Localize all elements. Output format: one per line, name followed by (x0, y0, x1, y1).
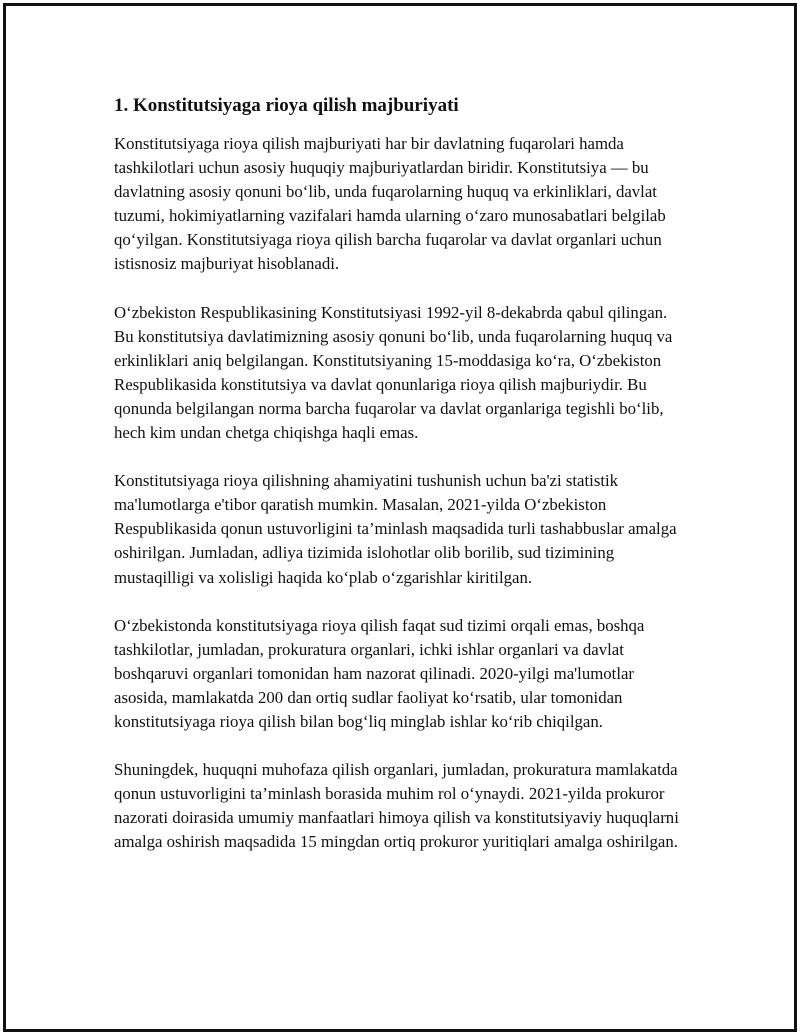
section-heading: 1. Konstitutsiyaga rioya qilish majburiyati (114, 95, 459, 116)
paragraph-oversight-bodies: O‘zbekistonda konstitutsiyaga rioya qilish faqat sud tizimi orqali emas, boshqa tashkilotlar, jumladan, prokuratura organlari, ichki ishlar organlari va davlat boshqaruvi organlari tomonidan ham nazorat qilinadi. 2020-yilgi ma'lumotlar asosida, mamlakatda 200 dan ortiq sudlar faoliyat ko‘rsatib, ular tomonidan konstitutsiyaga rioya qilish bilan bog‘liq minglab ishlar ko‘rib chiqilgan. (114, 615, 645, 731)
document-body (114, 92, 686, 878)
paragraph-uzbekistan-constitution: O‘zbekiston Respublikasining Konstitutsiyasi 1992-yil 8-dekabrda qabul qilingan. Bu konstitutsiya davlatimizning asosiy qonuni bo‘lib, unda fuqarolarning huquq va erkinliklari aniq belgilangan. Konstitutsiyaning 15-moddasiga ko‘ra, O‘zbekiston Respublikasida konstitutsiya va davlat qonunlariga rioya qilish majburiydir. Bu qonunda belgilangan norma barcha fuqarolar va davlat organlariga tegishli bo‘lib, hech kim undan chetga chiqishga haqli emas. (114, 302, 673, 443)
paragraph-statistics: Konstitutsiyaga rioya qilishning ahamiyatini tushunish uchun ba'zi statistik ma'lumotlarga e'tibor qaratish mumkin. Masalan, 2021-yilda O‘zbekiston Respublikasida qonun ustuvorligini ta’minlash maqsadida turli tashabbuslar amalga oshirilgan. Jumladan, adliya tizimida islohotlar olib borilib, sud tizimining mustaqilligi va xolisligi haqida ko‘plab o‘zgarishlar kiritilgan. (114, 471, 677, 587)
paragraph-constitution-obligation: Konstitutsiyaga rioya qilish majburiyati har bir davlatning fuqarolari hamda tashkilotlari uchun asosiy huquqiy majburiyatlardan biridir. Konstitutsiya — bu davlatning asosiy qonuni bo‘lib, unda fuqarolarning huquq va erkinliklari, davlat tuzumi, hokimiyatlarning vazifalari hamda ularning o‘zaro munosabatlari belgilab qo‘yilgan. Konstitutsiyaga rioya qilish barcha fuqarolar va davlat organlari uchun istisnosiz majburiyat hisoblanadi. (114, 134, 666, 274)
paragraph-prosecution: Shuningdek, huquqni muhofaza qilish organlari, jumladan, prokuratura mamlakatda qonun ustuvorligini ta’minlash borasida muhim rol o‘ynaydi. 2021-yilda prokuror nazorati doirasida umumiy manfaatlari himoya qilish va konstitutsiyaviy huquqlarni amalga oshirish maqsadida 15 mingdan ortiq prokuror yuritiqlari amalga oshirilgan. (114, 760, 679, 852)
